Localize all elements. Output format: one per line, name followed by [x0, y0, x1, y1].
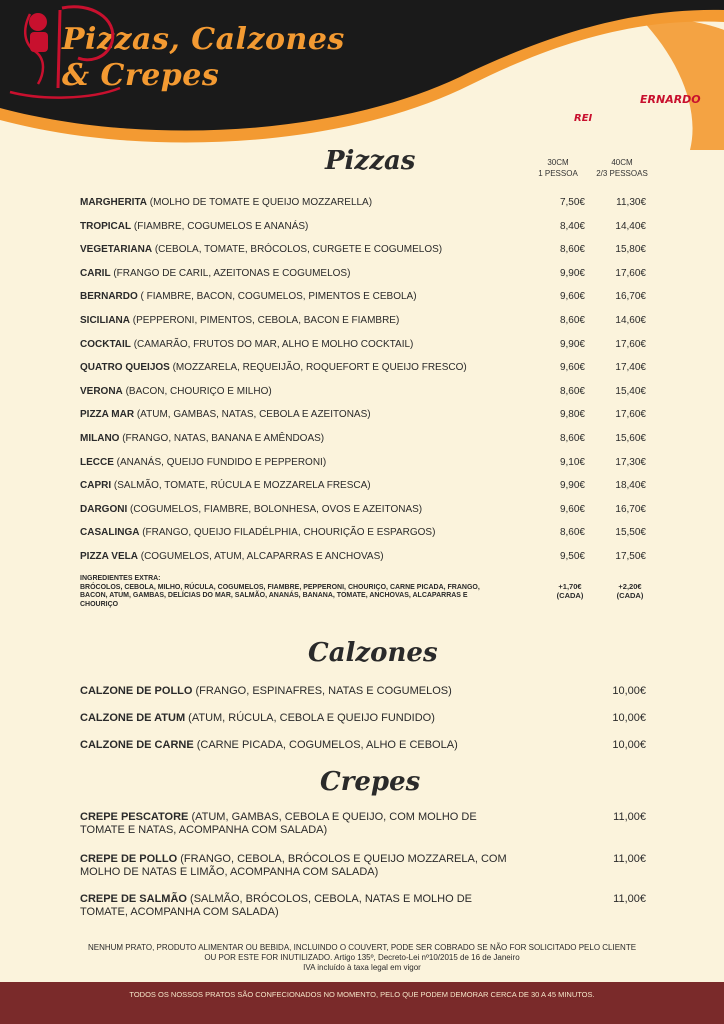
price-30cm: 8,60€ — [559, 385, 585, 397]
calzone-item — [80, 739, 650, 752]
price-30cm: 9,60€ — [559, 503, 585, 515]
item-description: (COGUMELOS, FIAMBRE, BOLONHESA, OVOS E AZEITONAS) — [127, 503, 423, 515]
pizza-item — [80, 479, 650, 492]
price-40cm: 17,50€ — [615, 551, 646, 562]
item-description: ( FIAMBRE, BACON, COGUMELOS, PIMENTOS E CEBOLA) — [137, 291, 417, 303]
calzone-item — [80, 712, 650, 725]
footer-text: TODOS OS NOSSOS PRATOS SÃO CONFECIONADOS NO MOMENTO, PELO QUE PODEM DEMORAR CERCA DE 30 A 45 MINUTOS. — [129, 990, 595, 999]
item-name: MILANO — [80, 433, 120, 444]
price-40cm: 15,60€ — [615, 433, 646, 444]
item-description: (ATUM, GAMBAS, CEBOLA E QUEIJO, COM MOLHO DE TOMATE E NATAS, ACOMPANHA COM SALADA) — [80, 811, 477, 836]
item-name: CALZONE DE POLLO — [80, 685, 193, 697]
column-header-40cm: 40CM 2/3 PESSOAS — [596, 158, 648, 178]
pizza-item — [80, 243, 650, 256]
price-30cm: 9,80€ — [559, 409, 585, 421]
crepes-title: Crepes — [320, 767, 421, 797]
calzones-title: Calzones — [308, 638, 438, 668]
item-description: (SALMÃO, BRÓCOLOS, CEBOLA, NATAS E MOLHO DE TOMATE, ACOMPANHA COM SALADA) — [80, 893, 473, 918]
item-description: (SALMÃO, TOMATE, RÚCULA E MOZZARELA FRESCA) — [111, 480, 371, 492]
item-name: PIZZA MAR — [80, 409, 135, 421]
legal-notice: NENHUM PRATO, PRODUTO ALIMENTAR OU BEBIDA, INCLUINDO O COUVERT, PODE SER COBRADO SE NÃO FOR SOLICITADO PELO CLIENTE OU POR ESTE FOR INUTILIZADO. Artigo 135º, Decreto-Lei nº10/2015 de 16 de Janeiro IVA incluído à taxa legal em vigor — [87, 943, 637, 972]
header — [0, 0, 724, 150]
pizza-item — [80, 385, 650, 398]
calzone-item — [80, 685, 650, 698]
item-name: TROPICAL — [80, 220, 132, 232]
price-40cm: 14,60€ — [615, 315, 646, 326]
item-name: DARGONI — [80, 503, 128, 515]
price-40cm: 17,30€ — [615, 456, 646, 468]
item-name: CALZONE DE CARNE — [80, 739, 194, 751]
item-description: (MOLHO DE TOMATE E QUEIJO MOZZARELLA) — [147, 197, 373, 208]
pizza-item — [80, 408, 650, 421]
logo-rei: REI — [574, 113, 593, 124]
crepe-item — [80, 811, 650, 837]
price-40cm: 15,80€ — [615, 244, 646, 256]
price-30cm: 8,60€ — [559, 527, 585, 539]
item-price: 10,00€ — [612, 712, 646, 724]
chef-logo-icon — [0, 0, 150, 100]
item-name: CAPRI — [80, 480, 112, 492]
item-price: 10,00€ — [612, 685, 646, 697]
extra-ingredients: INGREDIENTES EXTRA: BRÓCOLOS, CEBOLA, MILHO, RÚCULA, COGUMELOS, FIAMBRE, PEPPERONI, CHOURIÇO, CARNE PICADA, FRANGO, BACON, ATUM, GAMBAS, DELÍCIAS DO MAR, SALMÃO, ANANÁS, BANANA, TOMATE, ANCHOVAS, ALCAPARRAS E CHOURIÇO — [80, 575, 480, 608]
item-price: 10,00€ — [612, 739, 646, 751]
price-30cm: 8,60€ — [559, 433, 585, 444]
pizza-item — [80, 503, 650, 516]
item-name: COCKTAIL — [80, 338, 131, 350]
pizza-item — [80, 220, 650, 233]
item-name: CASALINGA — [80, 527, 140, 539]
item-name: QUATRO QUEIJOS — [80, 362, 170, 374]
price-30cm: 9,50€ — [559, 551, 585, 562]
price-40cm: 18,40€ — [615, 480, 646, 492]
item-name: CALZONE DE ATUM — [80, 712, 186, 724]
pizza-item — [80, 526, 650, 539]
price-40cm: 11,30€ — [616, 197, 646, 208]
pizza-item — [80, 196, 650, 209]
item-name: VERONA — [80, 385, 123, 397]
price-40cm: 17,60€ — [615, 338, 646, 350]
crepe-item — [80, 853, 650, 879]
item-description: (MOZZARELA, REQUEIJÃO, ROQUEFORT E QUEIJO FRESCO) — [169, 362, 467, 374]
price-30cm: 7,50€ — [559, 197, 585, 208]
item-description: (CEBOLA, TOMATE, BRÓCOLOS, CURGETE E COGUMELOS) — [152, 244, 443, 256]
footer-bar — [0, 982, 724, 1024]
item-description: (PEPPERONI, PIMENTOS, CEBOLA, BACON E FIAMBRE) — [130, 315, 400, 326]
price-30cm: 9,60€ — [559, 362, 585, 374]
price-40cm: 14,40€ — [615, 220, 646, 232]
price-30cm: 9,90€ — [559, 480, 585, 492]
pizzas-title: Pizzas — [325, 146, 416, 176]
item-description: (ATUM, RÚCULA, CEBOLA E QUEIJO FUNDIDO) — [185, 712, 435, 724]
pizza-item — [80, 267, 650, 280]
item-name: VEGETARIANA — [80, 244, 153, 256]
price-30cm: 9,10€ — [559, 456, 585, 468]
item-price: 11,00€ — [613, 853, 646, 865]
price-40cm: 16,70€ — [615, 503, 646, 515]
pizza-item — [80, 361, 650, 374]
item-name: MARGHERITA — [80, 197, 148, 208]
item-description: (BACON, CHOURIÇO E MILHO) — [122, 385, 272, 397]
item-description: (FIAMBRE, COGUMELOS E ANANÁS) — [131, 220, 309, 232]
item-description: (FRANGO, ESPINAFRES, NATAS E COGUMELOS) — [192, 685, 452, 697]
price-40cm: 17,60€ — [615, 409, 646, 421]
price-30cm: 9,90€ — [559, 338, 585, 350]
price-30cm: 8,60€ — [559, 315, 585, 326]
item-description: (FRANGO, CEBOLA, BRÓCOLOS E QUEIJO MOZZARELA, COM MOLHO DE NATAS E LIMÃO, ACOMPANHA COM SALADA) — [80, 853, 507, 878]
price-30cm: 8,40€ — [559, 220, 585, 232]
item-description: (CAMARÃO, FRUTOS DO MAR, ALHO E MOLHO COCKTAIL) — [130, 338, 414, 350]
item-description: (CARNE PICADA, COGUMELOS, ALHO E CEBOLA) — [193, 739, 458, 751]
item-name: CREPE DE POLLO — [80, 853, 178, 865]
item-description: (ANANÁS, QUEIJO FUNDIDO E PEPPERONI) — [113, 456, 327, 468]
column-header-30cm: 30CM 1 PESSOA — [538, 158, 578, 178]
pizza-item — [80, 432, 650, 445]
item-description: (ATUM, GAMBAS, NATAS, CEBOLA E AZEITONAS) — [134, 409, 371, 421]
item-name: CREPE DE SALMÃO — [80, 893, 187, 905]
pizza-item — [80, 456, 650, 469]
item-name: CARIL — [80, 267, 111, 279]
item-price: 11,00€ — [613, 893, 646, 905]
item-description: (COGUMELOS, ATUM, ALCAPARRAS E ANCHOVAS) — [137, 551, 384, 562]
pizza-item — [80, 314, 650, 327]
item-description: (FRANGO DE CARIL, AZEITONAS E COGUMELOS) — [110, 267, 351, 279]
price-40cm: 17,40€ — [615, 362, 646, 374]
item-description: (FRANGO, NATAS, BANANA E AMÊNDOAS) — [119, 433, 325, 444]
extra-price-40cm: +2,20€ (CADA) — [616, 582, 644, 600]
item-price: 11,00€ — [613, 811, 646, 823]
price-40cm: 17,60€ — [615, 267, 646, 279]
logo-name: ERNARDO — [640, 93, 701, 106]
pizza-item — [80, 290, 650, 303]
price-30cm: 9,60€ — [559, 291, 585, 303]
price-40cm: 15,50€ — [615, 527, 646, 539]
crepe-item — [80, 893, 650, 919]
price-30cm: 8,60€ — [559, 244, 585, 256]
price-30cm: 9,90€ — [559, 267, 585, 279]
price-40cm: 16,70€ — [615, 291, 646, 303]
item-name: SICILIANA — [80, 315, 130, 326]
item-description: (FRANGO, QUEIJO FILADÉLPHIA, CHOURIÇÃO E ESPARGOS) — [139, 527, 436, 539]
item-name: PIZZA VELA — [80, 551, 138, 562]
item-name: LECCE — [80, 456, 114, 468]
item-name: CREPE PESCATORE — [80, 811, 189, 823]
price-40cm: 15,40€ — [615, 385, 646, 397]
pizza-item — [80, 338, 650, 351]
pizza-item — [80, 550, 650, 563]
page-title: Pizzas, Calzones & Crepes — [62, 22, 345, 93]
extra-price-30cm: +1,70€ (CADA) — [556, 582, 584, 600]
item-name: BERNARDO — [80, 291, 138, 303]
